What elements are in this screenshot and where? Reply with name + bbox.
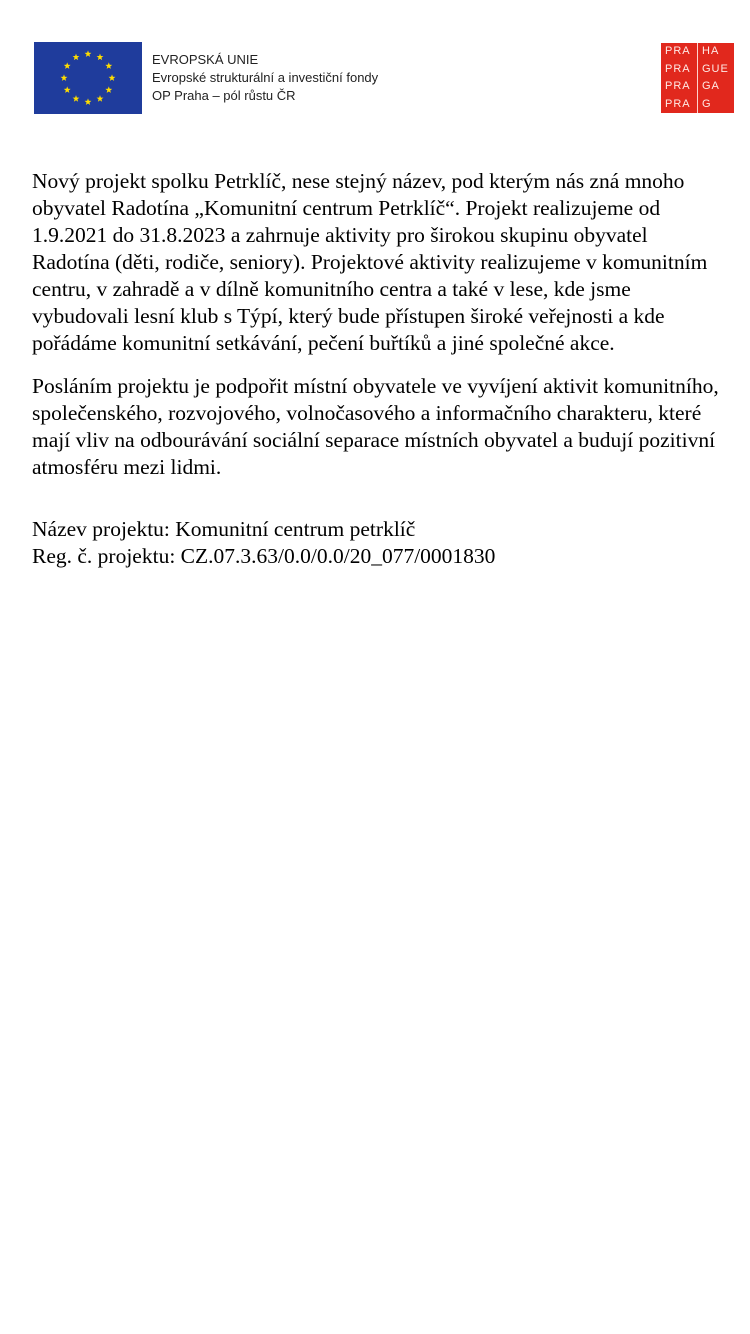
praha-logo-cell: PRA (665, 80, 691, 92)
praha-logo (661, 43, 734, 113)
article-body (32, 168, 722, 570)
eu-star-icon (73, 54, 80, 61)
praha-logo-cell: HA (697, 43, 734, 61)
praha-logo-cell: PRA (665, 62, 691, 75)
eu-star-icon (85, 50, 92, 57)
eu-star-icon (61, 74, 68, 81)
eu-logo-text (152, 51, 378, 105)
paragraph-intro: Nový projekt spolku Petrklíč, nese stejný název, pod kterým nás zná mnoho obyvatel Radotína „Komunitní centrum Petrklíč“. Projekt realizujeme od 1.9.2021 do 31.8.2023 a zahrnuje aktivity pro širokou skupinu obyvatel Radotína (děti, rodiče, seniory). Projektové aktivity realizujeme v komunitním centru, v zahradě a v dílně komunitního centra a také v lese, kde jsme vybudovali lesní klub s Týpí, který bude přístupen široké veřejnosti a kde pořádáme komunitní setkávání, pečení buřtíků a jiné společné akce. (32, 169, 708, 355)
eu-star-icon (105, 62, 112, 69)
praha-logo-cell: PRA (665, 45, 691, 57)
project-info (32, 516, 722, 570)
project-name: Název projektu: Komunitní centrum petrklíč (32, 517, 416, 541)
project-registration-number: Reg. č. projektu: CZ.07.3.63/0.0/0.0/20_077/0001830 (32, 544, 496, 568)
eu-flag-icon (34, 42, 142, 114)
eu-program: OP Praha – pól růstu ČR (152, 88, 296, 103)
eu-star-icon (73, 95, 80, 102)
eu-star-icon (105, 86, 112, 93)
paragraph-mission: Posláním projektu je podpořit místní obyvatele ve vyvíjení aktivit komunitního, společenského, rozvojového, volnočasového a informačního charakteru, které mají vliv na odbourávání sociální separace místních obyvatel a budují pozitivní atmosféru mezi lidmi. (32, 374, 719, 479)
eu-title: EVROPSKÁ UNIE (152, 52, 259, 67)
praha-logo-cell: GUE (697, 61, 734, 79)
eu-star-icon (97, 54, 104, 61)
eu-subtitle: Evropské strukturální a investiční fondy (152, 70, 379, 85)
praha-logo-cell: GA (697, 78, 734, 96)
header (0, 0, 750, 120)
praha-logo-cell: G (697, 96, 734, 114)
eu-star-icon (109, 74, 116, 81)
eu-star-icon (85, 98, 92, 105)
eu-star-icon (97, 95, 104, 102)
eu-star-icon (64, 86, 71, 93)
eu-star-icon (64, 62, 71, 69)
praha-logo-cell: PRA (665, 97, 691, 110)
